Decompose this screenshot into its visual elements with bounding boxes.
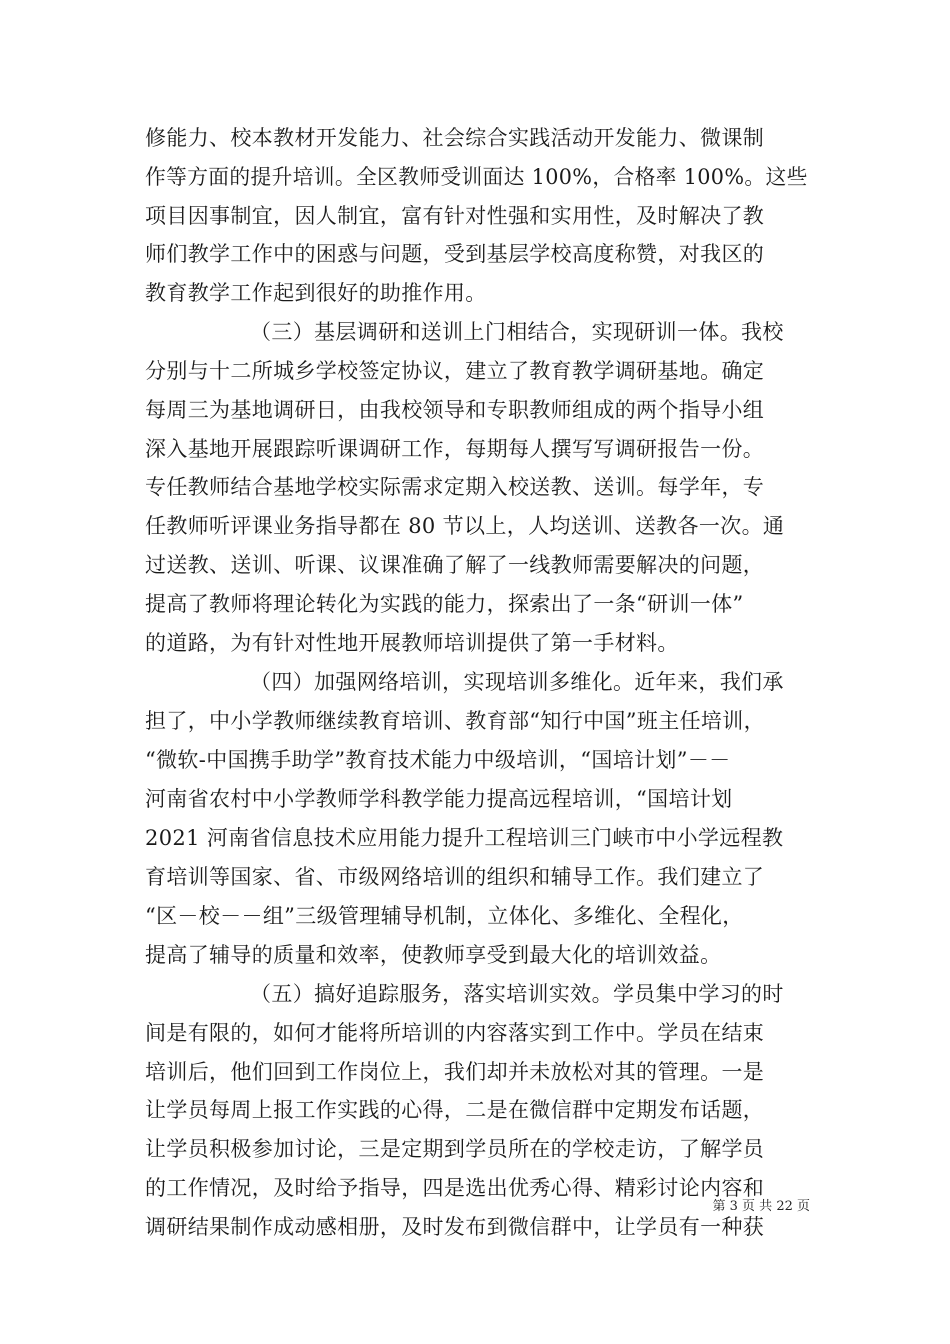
text-line: 专任教师结合基地学校实际需求定期入校送教、送训。每学年，专 [145, 475, 765, 499]
text-line: 修能力、校本教材开发能力、社会综合实践活动开发能力、微课制 [145, 126, 765, 150]
text-line: 培训后，他们回到工作岗位上，我们却并未放松对其的管理。一是 [145, 1060, 765, 1084]
paragraph-heading-3: （三）基层调研和送训上门相结合，实现研训一体。我校 [250, 320, 784, 344]
text-line: 深入基地开展跟踪听课调研工作，每期每人撰写写调研报告一份。 [145, 437, 765, 461]
text-line: 任教师听评课业务指导都在 80 节以上，人均送训、送教各一次。通 [145, 514, 785, 538]
text-line: 的道路，为有针对性地开展教师培训提供了第一手材料。 [145, 631, 679, 655]
text-line: 的工作情况，及时给予指导，四是选出优秀心得、精彩讨论内容和 [145, 1176, 765, 1200]
text-line: 间是有限的，如何才能将所培训的内容落实到工作中。学员在结束 [145, 1021, 765, 1045]
text-line: 担了，中小学教师继续教育培训、教育部“知行中国”班主任培训， [145, 709, 765, 733]
text-line: 2021 河南省信息技术应用能力提升工程培训三门峡市中小学远程教 [145, 826, 784, 850]
text-line: 提高了教师将理论转化为实践的能力，探索出了一条“研训一体” [145, 592, 744, 616]
text-line: 项目因事制宜，因人制宜，富有针对性强和实用性，及时解决了教 [145, 204, 765, 228]
paragraph-heading-5: （五）搞好追踪服务，落实培训实效。学员集中学习的时 [250, 982, 784, 1006]
text-line: 过送教、送训、听课、议课准确了解了一线教师需要解决的问题， [145, 553, 765, 577]
page-number-footer: 第 3 页 共 22 页 [712, 1199, 810, 1214]
text-line: “微软-中国携手助学”教育技术能力中级培训，“国培计划”－－ [145, 748, 731, 772]
text-line: 让学员积极参加讨论，三是定期到学员所在的学校走访，了解学员 [145, 1137, 765, 1161]
text-line: 师们教学工作中的困惑与问题，受到基层学校高度称赞，对我区的 [145, 242, 765, 266]
text-line: 教育教学工作起到很好的助推作用。 [145, 281, 487, 305]
text-line: 河南省农村中小学教师学科教学能力提高远程培训，“国培计划 [145, 787, 733, 811]
text-line: 让学员每周上报工作实践的心得，二是在微信群中定期发布话题， [145, 1098, 765, 1122]
text-line: 提高了辅导的质量和效率，使教师享受到最大化的培训效益。 [145, 943, 722, 967]
text-line: 作等方面的提升培训。全区教师受训面达 100%，合格率 100%。这些 [145, 165, 808, 189]
paragraph-heading-4: （四）加强网络培训，实现培训多维化。近年来，我们承 [250, 670, 784, 694]
text-line: 调研结果制作成动感相册，及时发布到微信群中，让学员有一种获 [145, 1215, 765, 1239]
text-line: 每周三为基地调研日，由我校领导和专职教师组成的两个指导小组 [145, 398, 765, 422]
text-line: “区－校－－组”三级管理辅导机制，立体化、多维化、全程化， [145, 904, 744, 928]
text-line: 育培训等国家、省、市级网络培训的组织和辅导工作。我们建立了 [145, 865, 765, 889]
text-line: 分别与十二所城乡学校签定协议，建立了教育教学调研基地。确定 [145, 359, 765, 383]
